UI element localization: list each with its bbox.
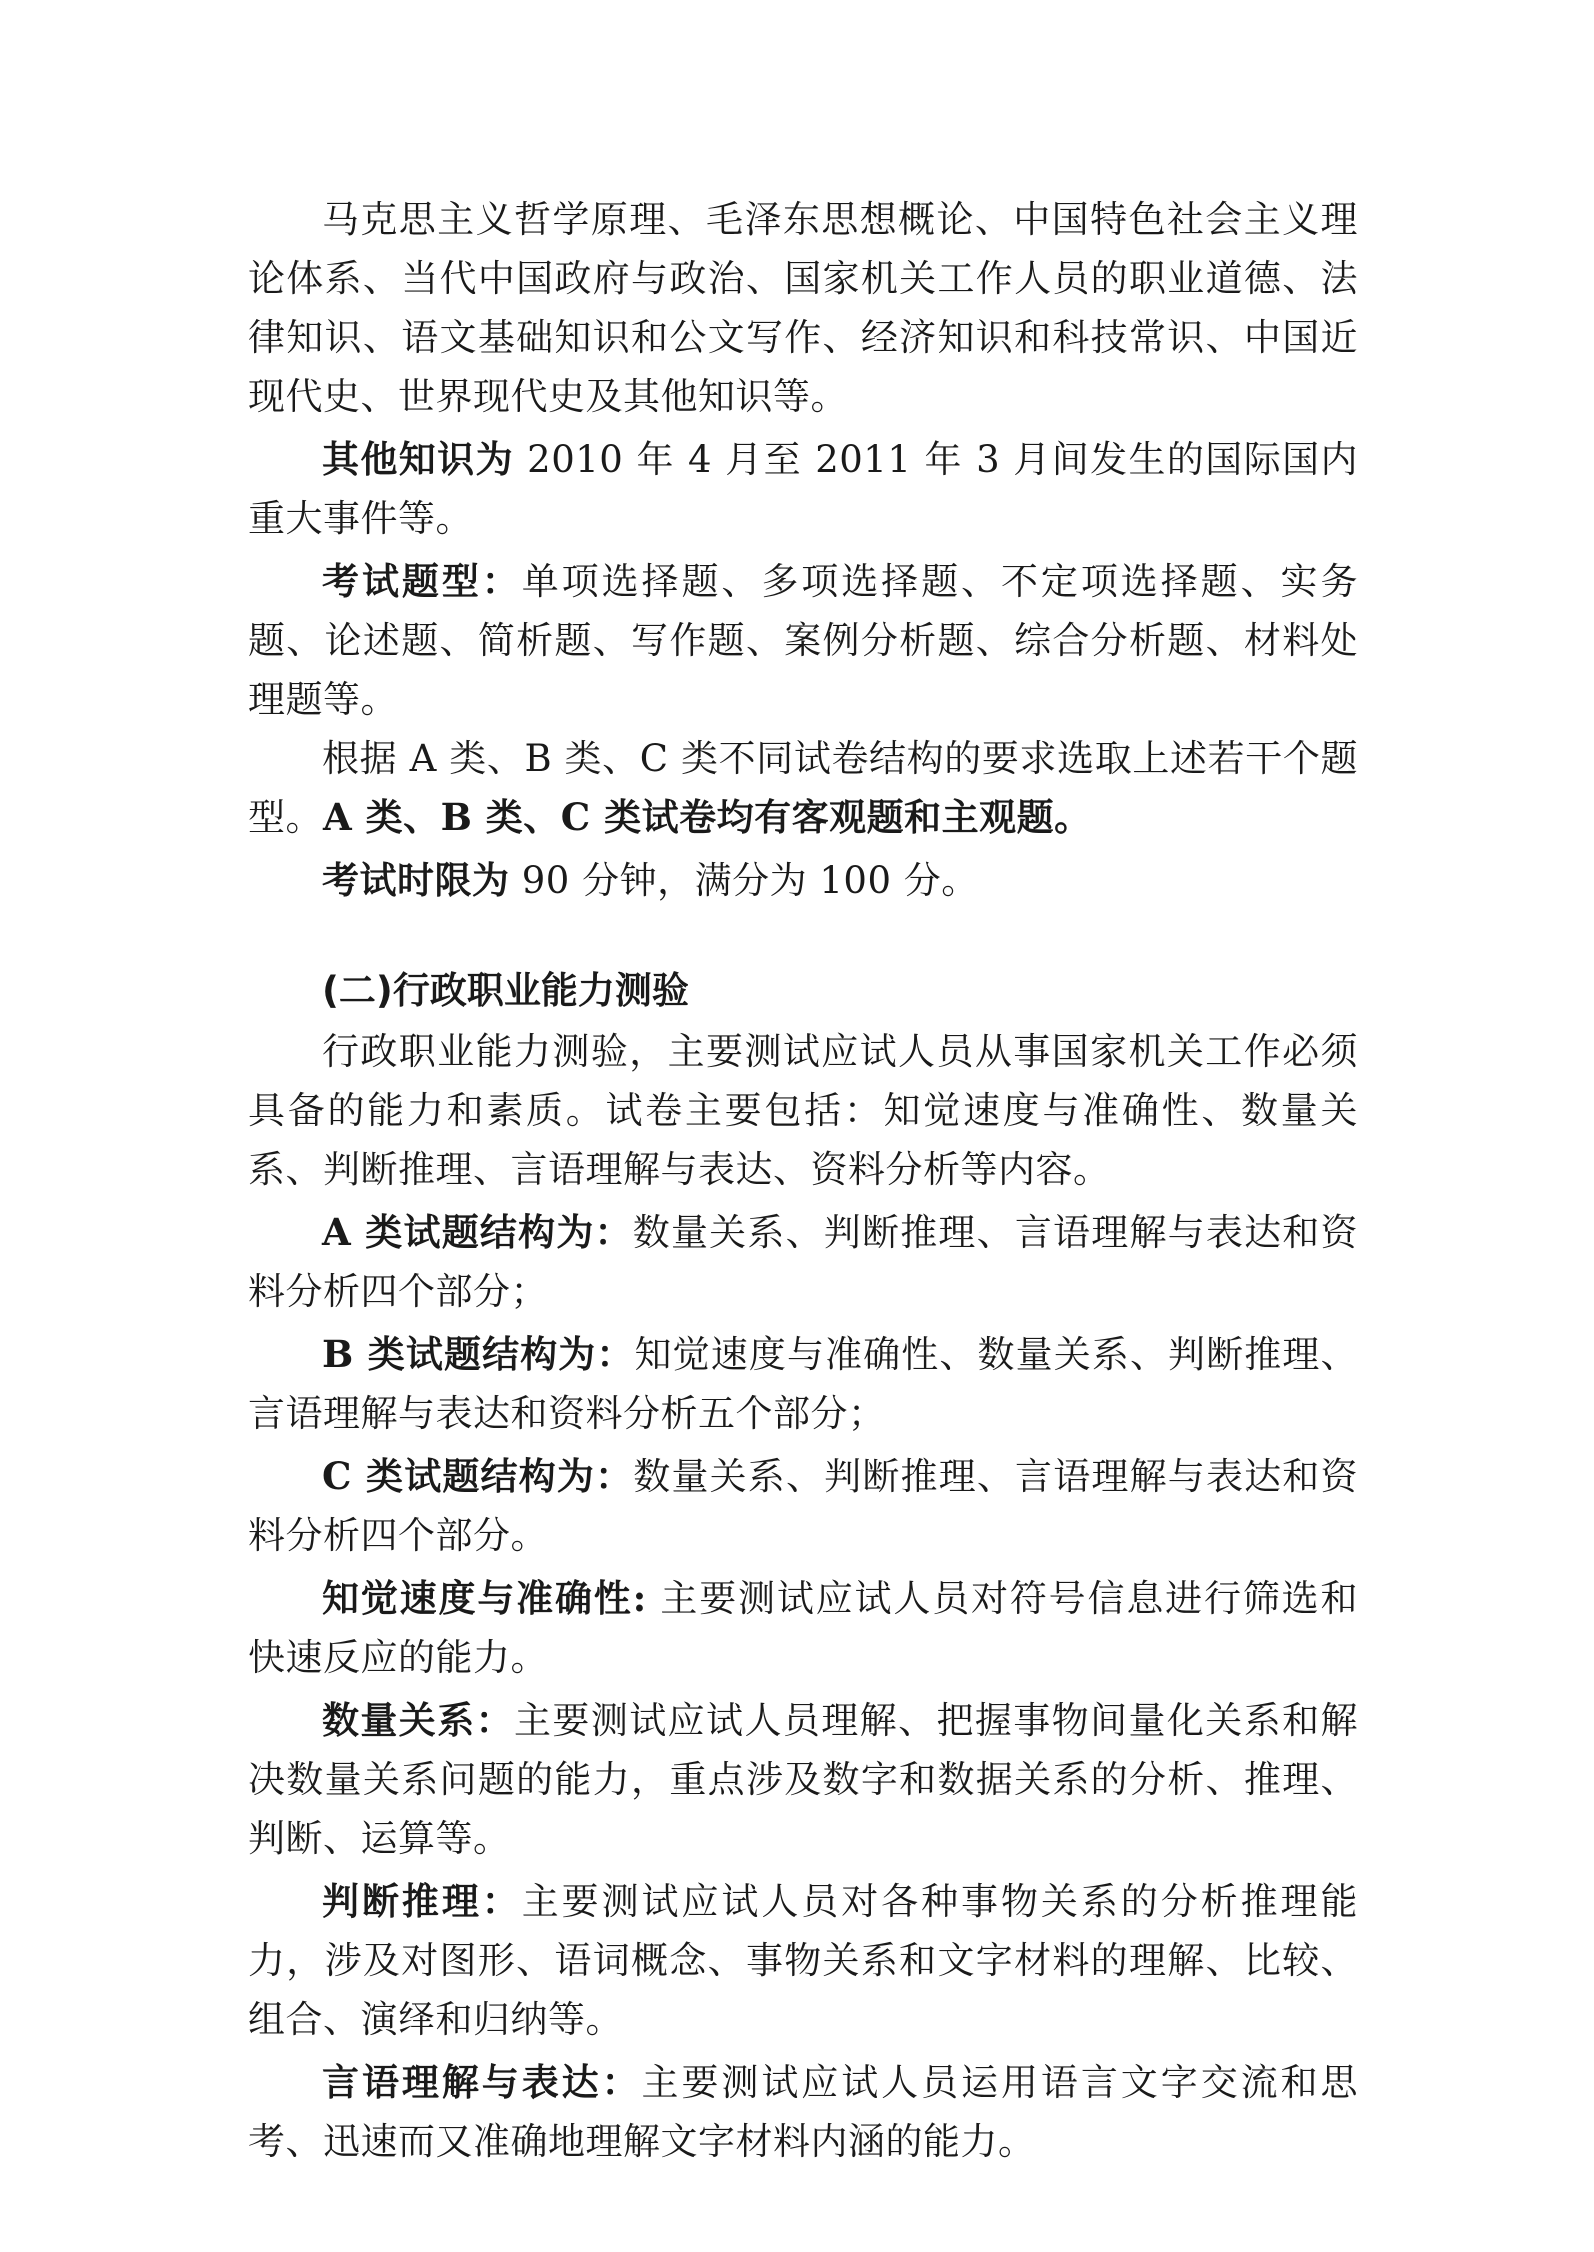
paper-structure-paragraph <box>248 729 1358 847</box>
aptitude-intro-text: 行政职业能力测验，主要测试应试人员从事国家机关工作必须具备的能力和素质。试卷主要包括：知觉速度与准确性、数量关系、判断推理、言语理解与表达、资料分析等内容。 <box>248 1030 1358 1191</box>
perception-paragraph <box>248 1569 1358 1687</box>
reasoning-term: 判断推理： <box>322 1879 522 1923</box>
type-a-paragraph <box>248 1203 1358 1321</box>
type-b-paragraph <box>248 1325 1358 1443</box>
verbal-paragraph <box>248 2053 1358 2171</box>
time-limit-text: 90 分钟，满分为 100 分。 <box>509 859 979 902</box>
question-types-term: 考试题型： <box>322 559 522 603</box>
other-knowledge-text: 2010 年 4 月至 2011 年 3 月间发生的国际国内重大事件等。 <box>248 438 1358 540</box>
type-c-term: C 类试题结构为： <box>322 1454 634 1498</box>
type-c-text: 数量关系、判断推理、言语理解与表达和资料分析四个部分。 <box>248 1455 1358 1557</box>
section-heading: (二)行政职业能力测验 <box>322 969 689 1012</box>
perception-term: 知觉速度与准确性: <box>322 1576 647 1620</box>
quantitative-paragraph <box>248 1691 1358 1868</box>
quantitative-term: 数量关系： <box>322 1698 515 1742</box>
subjects-paragraph <box>248 190 1358 426</box>
type-a-term: A 类试题结构为： <box>322 1210 633 1254</box>
quantitative-text: 主要测试应试人员理解、把握事物间量化关系和解决数量关系问题的能力，重点涉及数字和数据关系的分析、推理、判断、运算等。 <box>248 1699 1359 1860</box>
verbal-text: 主要测试应试人员运用语言文字交流和思考、迅速而又准确地理解文字材料内涵的能力。 <box>248 2061 1359 2163</box>
aptitude-intro-paragraph <box>248 1022 1358 1199</box>
paper-structure-text: 根据 A 类、B 类、C 类不同试卷结构的要求选取上述若干个题型。 <box>248 737 1358 839</box>
question-types-text: 单项选择题、多项选择题、不定项选择题、实务题、论述题、简析题、写作题、案例分析题、综合分析题、材料处理题等。 <box>248 560 1359 721</box>
type-a-text: 数量关系、判断推理、言语理解与表达和资料分析四个部分； <box>248 1211 1359 1313</box>
time-limit-paragraph <box>248 851 1358 910</box>
type-b-term: B 类试题结构为： <box>322 1332 635 1376</box>
subjects-text: 马克思主义哲学原理、毛泽东思想概论、中国特色社会主义理论体系、当代中国政府与政治、国家机关工作人员的职业道德、法律知识、语文基础知识和公文写作、经济知识和科技常识、中国近现代史、世界现代史及其他知识等。 <box>248 198 1358 418</box>
other-knowledge-paragraph <box>248 430 1358 548</box>
type-b-text: 知觉速度与准确性、数量关系、判断推理、言语理解与表达和资料分析五个部分； <box>248 1333 1358 1435</box>
reasoning-text: 主要测试应试人员对各种事物关系的分析推理能力，涉及对图形、语词概念、事物关系和文字材料的理解、比较、组合、演绎和归纳等。 <box>248 1880 1359 2041</box>
time-limit-term: 考试时限为 <box>322 858 510 902</box>
paper-structure-bold: A 类、B 类、C 类试卷均有客观题和主观题。 <box>323 795 1092 839</box>
perception-text: 主要测试应试人员对符号信息进行筛选和快速反应的能力。 <box>248 1577 1358 1679</box>
reasoning-paragraph <box>248 1872 1358 2049</box>
document-body <box>248 190 1358 2171</box>
verbal-term: 言语理解与表达： <box>322 2060 642 2104</box>
question-types-paragraph <box>248 552 1358 729</box>
type-c-paragraph <box>248 1447 1358 1565</box>
other-knowledge-term: 其他知识为 <box>322 437 514 481</box>
